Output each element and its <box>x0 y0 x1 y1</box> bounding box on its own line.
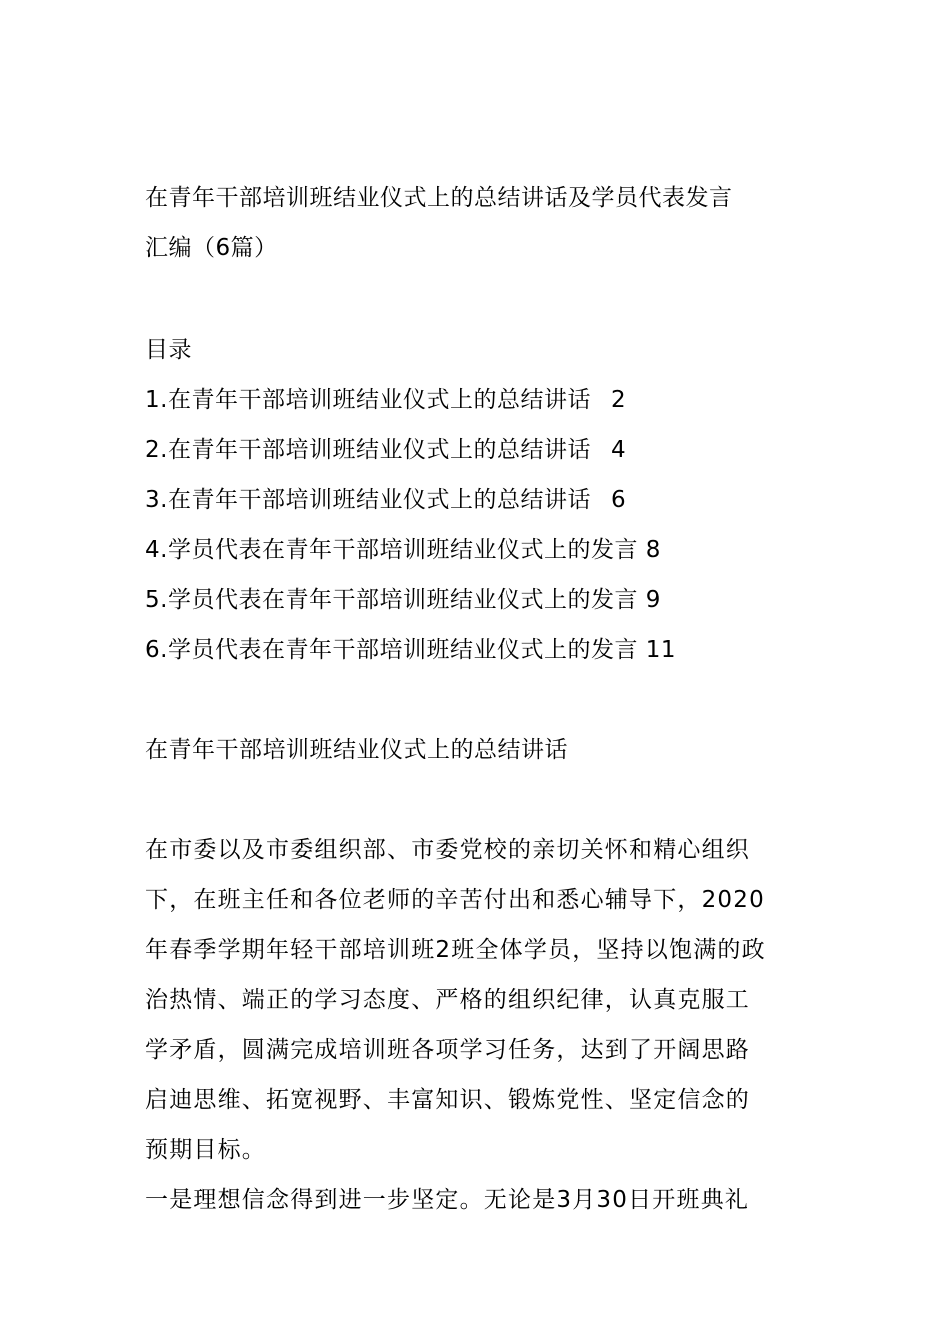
toc-item-page: 8 <box>645 537 661 563</box>
toc-heading: 目录 <box>145 337 192 363</box>
body-text-line: 一是理想信念得到进一步坚定。无论是3月30日开班典礼 <box>145 1187 750 1213</box>
toc-item-label: 6.学员代表在青年干部培训班结业仪式上的发言 <box>145 637 638 663</box>
toc-item[interactable] <box>145 539 661 562</box>
toc-item-page: 9 <box>645 587 661 613</box>
section-title: 在青年干部培训班结业仪式上的总结讲话 <box>145 737 568 763</box>
toc-item-label: 4.学员代表在青年干部培训班结业仪式上的发言 <box>145 537 638 563</box>
toc-item[interactable] <box>145 489 626 512</box>
toc-item-page: 2 <box>610 387 627 413</box>
document-title-line-2: 汇编（6篇） <box>145 235 278 261</box>
body-text-line: 年春季学期年轻干部培训班2班全体学员，坚持以饱满的政 <box>145 937 766 963</box>
toc-item-label: 1.在青年干部培训班结业仪式上的总结讲话 <box>145 387 591 413</box>
toc-item[interactable] <box>145 589 661 612</box>
toc-item-page: 4 <box>610 437 627 463</box>
body-text-line: 治热情、端正的学习态度、严格的组织纪律，认真克服工 <box>145 987 750 1013</box>
toc-item-page: 6 <box>610 487 627 513</box>
toc-item[interactable] <box>145 639 676 662</box>
toc-item-label: 2.在青年干部培训班结业仪式上的总结讲话 <box>145 437 591 463</box>
body-text-line: 启迪思维、拓宽视野、丰富知识、锻炼党性、坚定信念的 <box>145 1087 750 1113</box>
toc-item-label: 3.在青年干部培训班结业仪式上的总结讲话 <box>145 487 591 513</box>
body-text-line: 学矛盾，圆满完成培训班各项学习任务，达到了开阔思路 <box>145 1037 750 1063</box>
toc-item[interactable] <box>145 439 626 462</box>
body-text-line: 下，在班主任和各位老师的辛苦付出和悉心辅导下，2020 <box>145 887 765 913</box>
body-text-line: 预期目标。 <box>145 1137 266 1163</box>
toc-item[interactable] <box>145 389 626 412</box>
document-title-line-1: 在青年干部培训班结业仪式上的总结讲话及学员代表发言 <box>145 185 733 211</box>
body-text-line: 在市委以及市委组织部、市委党校的亲切关怀和精心组织 <box>145 837 750 863</box>
toc-item-label: 5.学员代表在青年干部培训班结业仪式上的发言 <box>145 587 638 613</box>
toc-item-page: 11 <box>645 637 677 663</box>
